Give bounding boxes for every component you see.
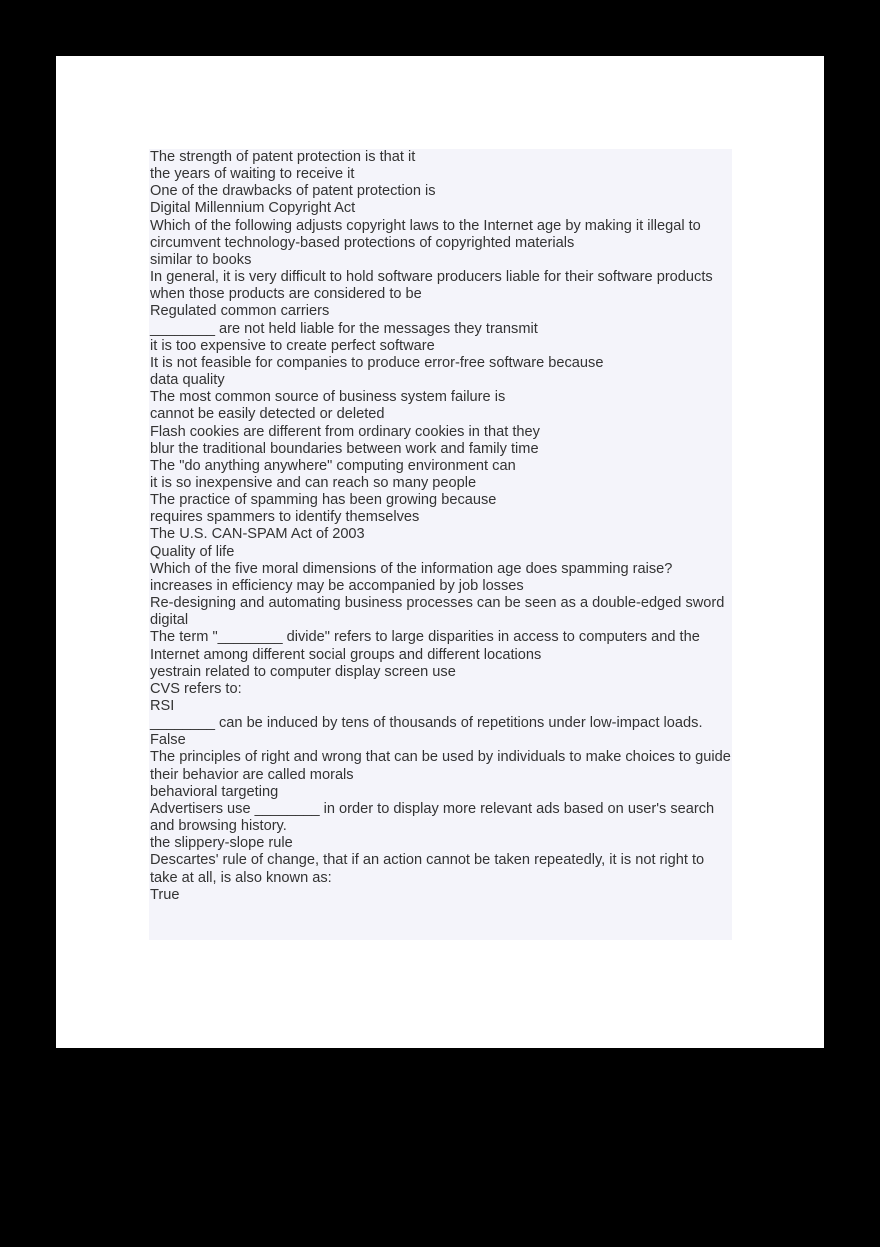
text-line: similar to books bbox=[150, 251, 252, 268]
text-line: The strength of patent protection is that it bbox=[150, 149, 416, 165]
text-line: Digital Millennium Copyright Act bbox=[150, 200, 356, 217]
text-line: it is too expensive to create perfect software bbox=[150, 337, 435, 354]
text-line: ________ can be induced by tens of thousands of repetitions under low-impact loads. bbox=[150, 715, 703, 732]
text-line: Re-designing and automating business processes can be seen as a double-edged sword bbox=[150, 595, 725, 612]
text-line: Which of the following adjusts copyright laws to the Internet age by making it illegal to circumvent technology-based protections of copyrighted materials bbox=[150, 217, 701, 251]
text-line: Which of the five moral dimensions of the information age does spamming raise? bbox=[150, 560, 673, 577]
text-line: ________ are not held liable for the messages they transmit bbox=[150, 320, 538, 337]
text-line: In general, it is very difficult to hold software producers liable for their software products when those products are considered to be bbox=[150, 269, 713, 303]
text-line: It is not feasible for companies to produce error-free software because bbox=[150, 354, 604, 371]
text-line: Advertisers use ________ in order to display more relevant ads based on user's search and browsing history. bbox=[150, 800, 715, 835]
text-line: cannot be easily detected or deleted bbox=[150, 406, 385, 423]
text-line: digital bbox=[150, 612, 189, 629]
text-line: it is so inexpensive and can reach so many people bbox=[150, 474, 477, 491]
text-line: RSI bbox=[150, 698, 175, 714]
text-line: The term "________ divide" refers to large disparities in access to computers and the Internet among different social groups and different locations bbox=[150, 629, 700, 663]
text-line: True bbox=[150, 886, 180, 903]
text-line: CVS refers to: bbox=[150, 680, 242, 697]
text-line: The "do anything anywhere" computing environment can bbox=[150, 457, 516, 474]
document-page bbox=[56, 56, 824, 1048]
text-line: the years of waiting to receive it bbox=[150, 166, 355, 183]
text-line: The practice of spamming has been growing because bbox=[150, 492, 497, 509]
text-line: The U.S. CAN-SPAM Act of 2003 bbox=[150, 526, 365, 543]
text-line: requires spammers to identify themselves bbox=[150, 509, 420, 526]
flashcard-text-block bbox=[149, 149, 732, 940]
text-lines bbox=[150, 149, 732, 904]
text-line: Flash cookies are different from ordinary cookies in that they bbox=[150, 423, 540, 440]
text-line: The principles of right and wrong that can be used by individuals to make choices to guide their behavior are called morals bbox=[150, 749, 731, 783]
text-line: increases in efficiency may be accompanied by job losses bbox=[150, 577, 524, 594]
text-line: Quality of life bbox=[150, 543, 235, 560]
text-line: False bbox=[150, 732, 186, 749]
text-line: One of the drawbacks of patent protection is bbox=[150, 183, 436, 200]
text-line: behavioral targeting bbox=[150, 783, 279, 800]
text-line: The most common source of business system failure is bbox=[150, 389, 506, 406]
text-line: blur the traditional boundaries between work and family time bbox=[150, 440, 539, 457]
text-line: the slippery-slope rule bbox=[150, 835, 293, 852]
text-line: data quality bbox=[150, 372, 225, 389]
text-line: Descartes' rule of change, that if an action cannot be taken repeatedly, it is not right to take at all, is also known as: bbox=[150, 852, 705, 886]
text-line: Regulated common carriers bbox=[150, 303, 330, 320]
text-line: yestrain related to computer display screen use bbox=[150, 663, 456, 680]
